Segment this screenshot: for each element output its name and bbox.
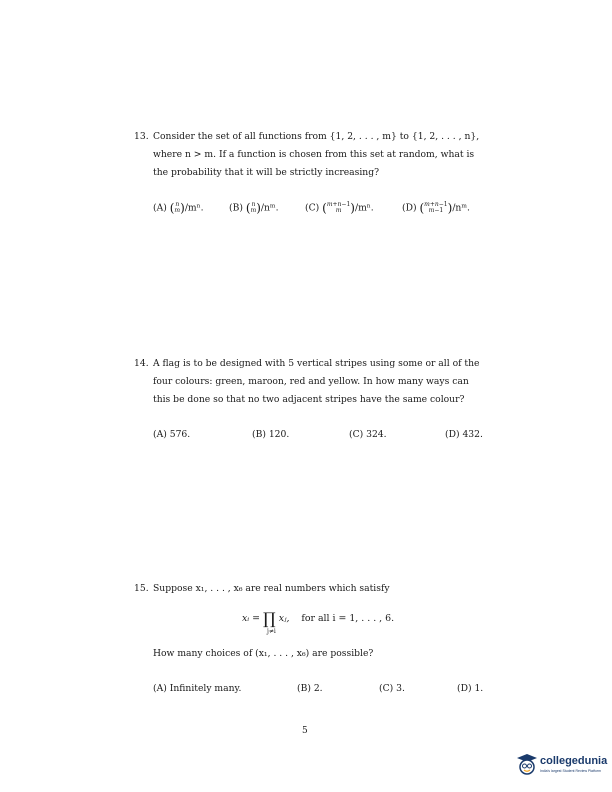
option-label: (B) (229, 202, 243, 214)
q15-option-c: (C) 3. (379, 683, 405, 694)
q14-option-c: (C) 324. (349, 429, 387, 440)
q15-line-2: How many choices of (x₁, . . . , x₆) are possible? (153, 648, 374, 659)
q14-option-a: (A) 576. (153, 429, 191, 440)
option-label: (D) (402, 202, 417, 214)
product-subscript: j≠i (267, 628, 276, 635)
brand-tagline: India's largest Student Review Platform (540, 769, 601, 773)
q15-number: 15. (134, 583, 149, 594)
option-expr: /nᵐ. (260, 202, 279, 214)
q13-option-a: (A) (n m)/mⁿ. (153, 201, 204, 215)
q13-number: 13. (134, 131, 149, 142)
q13-option-d: (D) (m+n−1 m−1 )/nᵐ. (402, 201, 470, 215)
page-number: 5 (302, 726, 308, 736)
equation-left: xᵢ = (242, 613, 261, 624)
q14-option-d: (D) 432. (445, 429, 483, 440)
q15-option-b: (B) 2. (297, 683, 323, 694)
q13-option-c: (C) (m+n−1 m )/mⁿ. (305, 201, 374, 215)
binomial: n m (250, 201, 257, 214)
option-expr: /mⁿ. (354, 202, 374, 214)
equation-right: xⱼ, (278, 613, 290, 624)
option-label: (A) (153, 202, 167, 214)
q13-line-1: Consider the set of all functions from {1, 2, . . . , m} to {1, 2, . . . , n}, (153, 131, 480, 142)
q15-line-1: Suppose x₁, . . . , x₆ are real numbers which satisfy (153, 583, 390, 594)
q15-option-d: (D) 1. (457, 683, 484, 694)
option-expr: /nᵐ. (452, 202, 470, 214)
binomial: n m (174, 201, 181, 214)
q14-line-2: four colours: green, maroon, red and yellow. In how many ways can (153, 376, 469, 387)
collegedunia-logo (516, 749, 608, 783)
q13-line-3: the probability that it will be strictly increasing? (153, 167, 380, 178)
q13-option-b: (B) (n m)/nᵐ. (229, 201, 279, 215)
binomial: m+n−1 m−1 (424, 201, 448, 214)
q14-line-3: this be done so that no two adjacent stripes have the same colour? (153, 394, 465, 405)
q13-line-2: where n > m. If a function is chosen from this set at random, what is (153, 149, 475, 160)
q14-option-b: (B) 120. (252, 429, 290, 440)
graduate-mascot-icon (516, 753, 538, 777)
q15-equation (242, 609, 394, 628)
option-label: (C) (305, 202, 320, 214)
q14-line-1: A flag is to be designed with 5 vertical stripes using some or all of the (153, 358, 480, 369)
product-symbol: ∏ (263, 609, 276, 628)
binomial: m+n−1 m (326, 201, 351, 214)
q15-option-a: (A) Infinitely many. (153, 683, 242, 694)
q14-number: 14. (134, 358, 149, 369)
brand-name: collegedunia (540, 755, 608, 767)
option-expr: /mⁿ. (184, 202, 204, 214)
equation-condition: for all i = 1, . . . , 6. (301, 613, 395, 624)
